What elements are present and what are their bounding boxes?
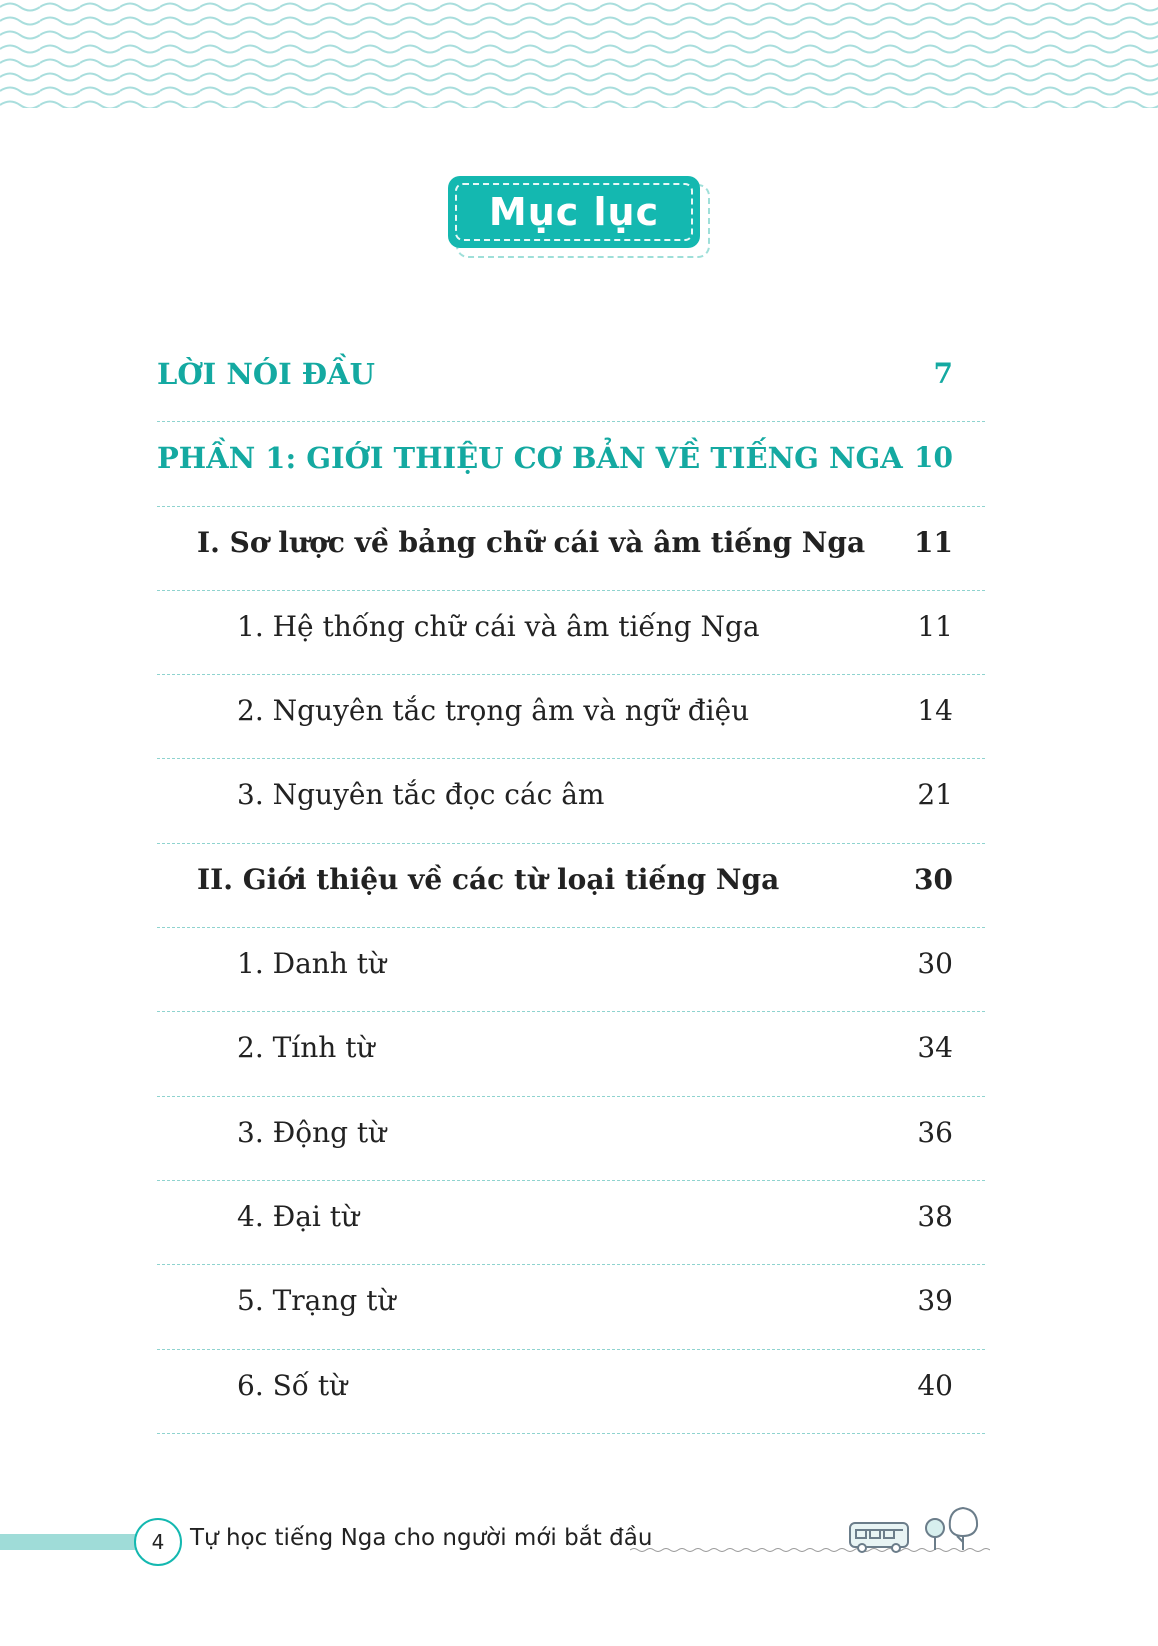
toc-entry-page: 30	[917, 947, 953, 981]
toc-entry-page: 34	[917, 1031, 953, 1065]
toc-entry	[157, 844, 985, 928]
toc-entry-page: 11	[914, 525, 953, 559]
tree-icon	[926, 1508, 977, 1550]
van-icon	[850, 1523, 908, 1552]
toc-entry-title: 2. Tính từ	[237, 1031, 375, 1065]
van-and-trees-illustration	[630, 1500, 990, 1570]
toc-entry	[157, 675, 985, 759]
toc-entry	[157, 759, 985, 843]
toc-entry	[157, 1265, 985, 1349]
toc-entry-title: 3. Nguyên tắc đọc các âm	[237, 778, 605, 812]
toc-entry-page: 38	[917, 1199, 953, 1233]
toc-entry-title: II. Giới thiệu về các từ loại tiếng Nga	[197, 862, 780, 896]
toc-entry	[157, 422, 985, 506]
toc-entry-title: 1. Danh từ	[237, 947, 387, 981]
toc-entry-page: 7	[933, 357, 953, 390]
toc-entry-title: 2. Nguyên tắc trọng âm và ngữ điệu	[237, 694, 750, 728]
page-number: 4	[151, 1530, 165, 1554]
toc-entry-page: 11	[917, 609, 953, 643]
page-number-badge	[134, 1518, 182, 1566]
toc-entry-page: 39	[917, 1284, 953, 1318]
toc-entry	[157, 591, 985, 675]
footer-accent-bar	[0, 1534, 140, 1550]
wave-pattern-decoration	[0, 0, 1158, 110]
toc-entry-page: 14	[917, 694, 953, 728]
toc-entry-title: PHẦN 1: GIỚI THIỆU CƠ BẢN VỀ TIẾNG NGA	[157, 441, 903, 476]
toc-entry	[157, 338, 985, 422]
toc-entry-page: 10	[914, 441, 953, 475]
toc-entry	[157, 1350, 985, 1434]
table-of-contents	[157, 338, 985, 1434]
toc-entry	[157, 1097, 985, 1181]
toc-entry-title: 3. Động từ	[237, 1115, 387, 1149]
toc-entry-page: 21	[917, 778, 953, 812]
toc-entry-title: 1. Hệ thống chữ cái và âm tiếng Nga	[237, 609, 760, 643]
toc-entry-page: 36	[917, 1115, 953, 1149]
toc-entry-title: 4. Đại từ	[237, 1199, 360, 1233]
toc-entry-page: 30	[914, 862, 953, 896]
book-title: Tự học tiếng Nga cho người mới bắt đầu	[190, 1525, 653, 1551]
toc-entry-title: 5. Trạng từ	[237, 1284, 396, 1318]
toc-entry-page: 40	[917, 1368, 953, 1402]
page-title: Mục lục	[488, 190, 660, 234]
toc-entry	[157, 1181, 985, 1265]
toc-heading-box	[448, 176, 710, 258]
toc-entry	[157, 1012, 985, 1096]
toc-entry-title: 6. Số từ	[237, 1368, 348, 1402]
toc-entry-title: I. Sơ lược về bảng chữ cái và âm tiếng Nga	[197, 525, 866, 559]
toc-entry-title: LỜI NÓI ĐẦU	[157, 357, 375, 391]
toc-entry	[157, 928, 985, 1012]
toc-entry	[157, 507, 985, 591]
